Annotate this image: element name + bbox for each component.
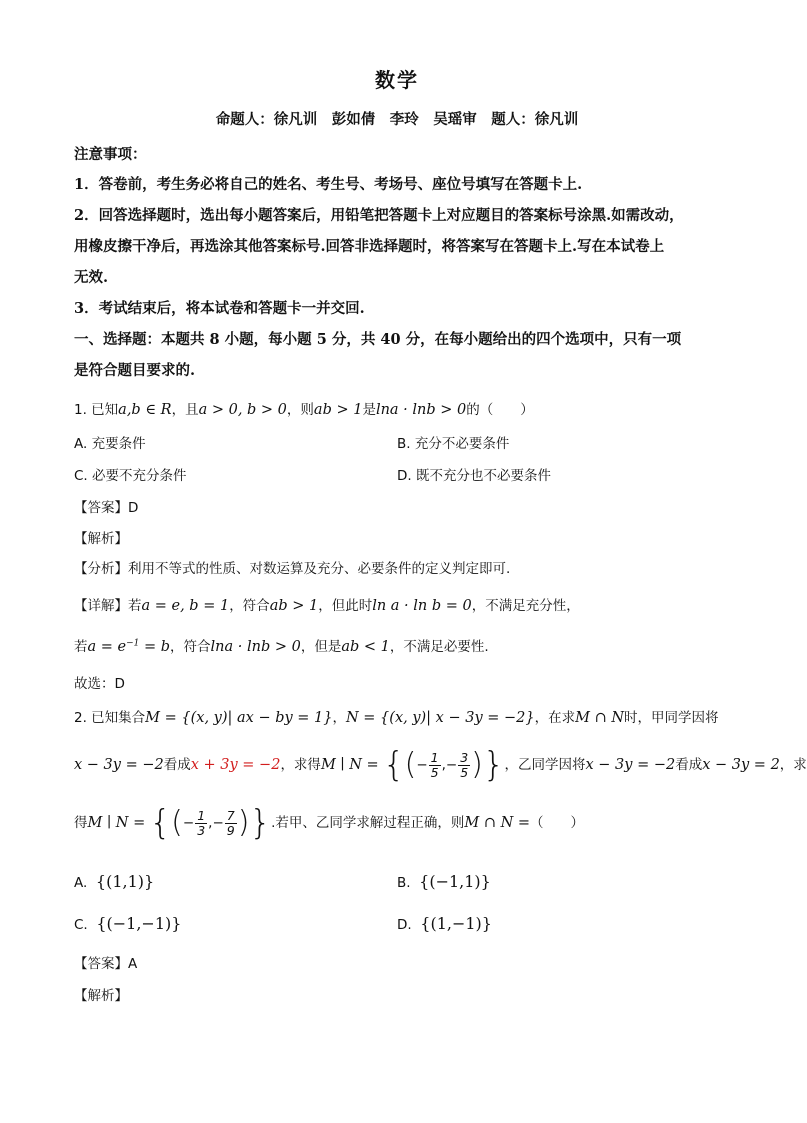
- q1-option-d: D. 既不充分也不必要条件: [397, 468, 551, 484]
- notice-item-2-line-1: 2．回答选择题时，选出每小题答案后，用铅笔把答题卡上对应题目的答案标号涂黑.如需改动，: [74, 207, 684, 224]
- q1-analysis-label: 【解析】: [74, 531, 128, 547]
- q2-analysis-label: 【解析】: [74, 988, 128, 1004]
- notice-item-2-line-2: 用橡皮擦干净后，再选涂其他答案标号.回答非选择题时，将答案写在答题卡上.写在本试卷上: [74, 238, 665, 255]
- q2-option-d: D. {(1,−1)}: [397, 914, 492, 933]
- q1-option-c: C. 必要不充分条件: [74, 468, 187, 484]
- question-1-stem: 1. 已知a,b ∈ R，且a > 0, b > 0，则ab > 1是lna · lnb > 0的（ ）: [74, 402, 534, 418]
- question-2-stem-line-2: x − 3y = −2看成x + 3y = −2，求得M ∣ N = {(− $\frac{1}{5}$ ,− $\frac{3}{5}$ )}，乙同学因将x − 3y = −2看成x − 3y = 2，求: [74, 745, 807, 785]
- fraction-3: $\frac{1}{3}$: [197, 808, 206, 838]
- authors-line: 命题人：徐凡训 彭如倩 李玲 吴瑶审 题人：徐凡训: [215, 111, 579, 128]
- question-2-stem-line-3: 得M ∣ N = {(− $\frac{1}{3}$ ,− $\frac{7}{9}$ )}.若甲、乙同学求解过程正确，则M ∩ N =（ ）: [74, 803, 585, 843]
- q1-conclusion: 故选：D: [74, 676, 125, 692]
- section-heading-line-2: 是符合题目要求的.: [74, 362, 196, 379]
- q2-option-b: B. {(−1,1)}: [397, 872, 491, 891]
- notice-heading: 注意事项：: [74, 146, 147, 163]
- q1-option-b: B. 充分不必要条件: [397, 436, 510, 452]
- q1-detail-line-2: 若$a = e^{-1} = b$，符合lna · lnb > 0，但是ab < 1，不满足必要性.: [74, 638, 489, 655]
- fraction-2: $\frac{3}{5}$: [460, 750, 469, 780]
- fraction-1: $\frac{1}{5}$: [430, 750, 439, 780]
- section-heading-line-1: 一、选择题：本题共 8 小题，每小题 5 分，共 40 分，在每小题给出的四个选项中，只有一项: [74, 331, 682, 348]
- fraction-4: $\frac{7}{9}$: [226, 808, 235, 838]
- q1-option-a: A. 充要条件: [74, 436, 146, 452]
- q2-option-a: A. {(1,1)}: [74, 872, 155, 891]
- q1-fenxi: 【分析】利用不等式的性质、对数运算及充分、必要条件的定义判定即可.: [74, 561, 511, 577]
- notice-item-1: 1．答卷前，考生务必将自己的姓名、考生号、考场号、座位号填写在答题卡上.: [74, 176, 583, 193]
- q1-detail-line-1: 【详解】若a = e, b = 1，符合ab > 1，但此时ln a · ln b = 0，不满足充分性，: [74, 598, 580, 614]
- q2-answer: 【答案】A: [74, 956, 138, 972]
- page-title: 数学: [375, 68, 419, 92]
- notice-item-3: 3．考试结束后，将本试卷和答题卡一并交回.: [74, 300, 365, 317]
- q2-option-c: C. {(−1,−1)}: [74, 914, 182, 933]
- question-2-stem-line-1: 2. 已知集合M = {(x, y)| ax − by = 1}，N = {(x, y)| x − 3y = −2}，在求M ∩ N时，甲同学因将: [74, 710, 719, 726]
- notice-item-2-line-3: 无效.: [74, 269, 109, 286]
- modified-equation: x + 3y = −2: [190, 757, 281, 773]
- q1-answer: 【答案】D: [74, 500, 139, 516]
